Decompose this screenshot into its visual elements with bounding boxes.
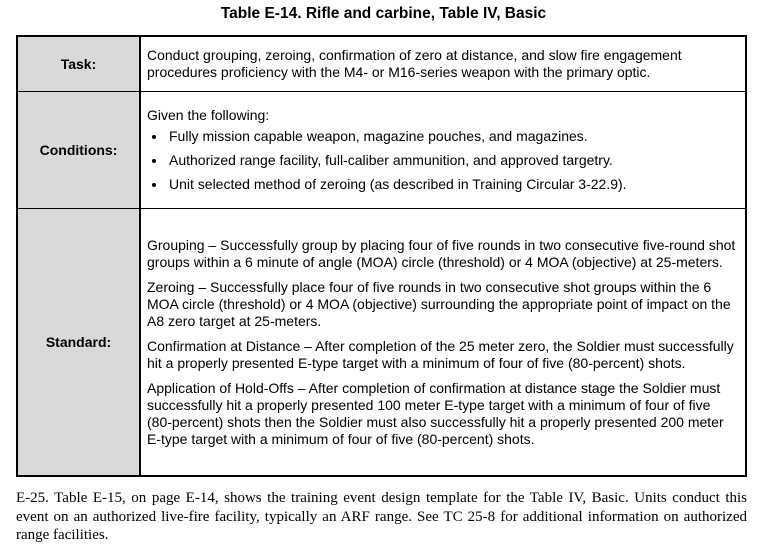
table-title: Table E-14. Rifle and carbine, Table IV, Basic [220,5,547,22]
conditions-cell [140,92,746,209]
list-item: • Authorized range facility, full-caliber ammunition, and approved targetry. [167,152,739,169]
task-conditions-standard-table [16,35,747,477]
conditions-intro: Given the following: [147,107,270,123]
body-paragraph: E-25. Table E-15, on page E-14, shows the training event design template for the Table IV, Basic. Units conduct this event on an authorized live-fire facility, typically an ARF range. See TC 25-8 for additional information on authorized range facilities. [16,490,747,543]
conditions-list [147,128,739,193]
standard-zeroing: Zeroing – Successfully place four of five rounds in two consecutive shot groups within the 6 MOA circle (threshold) or 4 MOA (objective) surrounding the appropriate point of impact on the A8 zero target at 25-meters. [147,278,731,329]
conditions-label: Conditions: [17,92,140,209]
list-item: • Unit selected method of zeroing (as described in Training Circular 3-22.9). [167,176,739,193]
standard-label: Standard: [17,209,140,477]
standard-grouping: Grouping – Successfully group by placing four of five rounds in two consecutive five-round shot groups within a 6 minute of angle (MOA) circle (threshold) or 4 MOA (objective) at 25-meters. [147,236,736,270]
list-item: • Fully mission capable weapon, magazine pouches, and magazines. [167,128,739,145]
table-row-conditions [17,92,746,209]
table-row-task [17,36,746,92]
standard-hold-offs: Application of Hold-Offs – After completion of confirmation at distance stage the Soldier must successfully hit a properly presented 100 meter E-type target with a minimum of four of five (80-percent) shots then the Soldier must also successfully hit a properly presented 200 meter E-type target with a minimum of four of five (80-percent) shots. [147,379,724,447]
task-text: Conduct grouping, zeroing, confirmation of zero at distance, and slow fire engagement procedures proficiency with the M4- or M16-series weapon with the primary optic. [140,36,746,92]
standard-confirmation: Confirmation at Distance – After completion of the 25 meter zero, the Soldier must successfully hit a properly presented E-type target with a minimum of four of five (80-percent) shots. [147,337,734,371]
table-row-standard [17,209,746,477]
standard-cell [140,209,746,477]
task-label: Task: [17,36,140,92]
